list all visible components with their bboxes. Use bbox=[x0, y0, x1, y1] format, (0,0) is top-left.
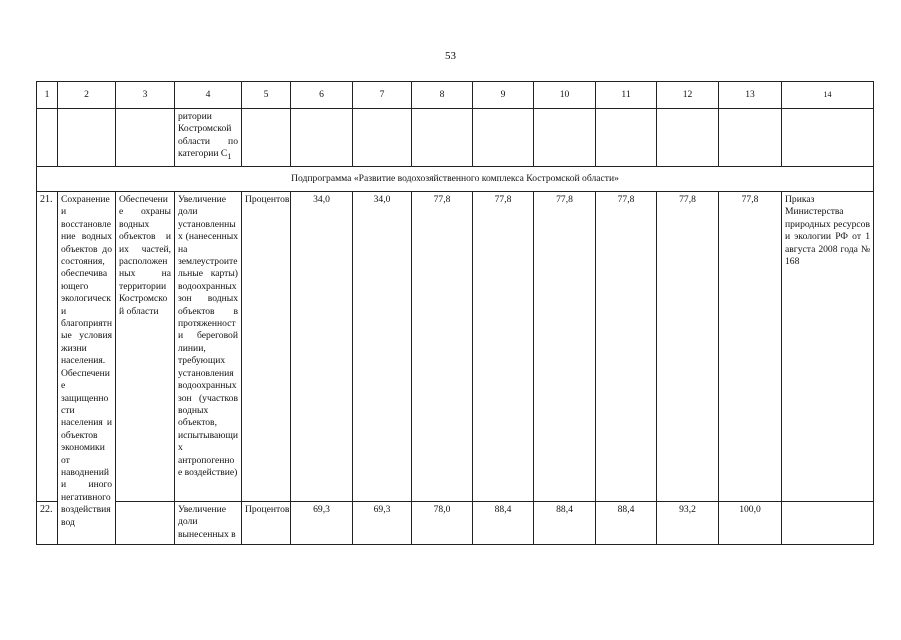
event-cell: Обеспечение охраны водных объектов и их частей, расположенных на территории Костромской области bbox=[116, 192, 175, 502]
category-subscript: 1 bbox=[227, 152, 232, 162]
cell-empty bbox=[719, 109, 782, 167]
table-row bbox=[37, 502, 874, 545]
value-cell: 88,4 bbox=[534, 502, 596, 545]
subprogram-title: Подпрограмма «Развитие водохозяйственного комплекса Костромской области» bbox=[37, 167, 874, 192]
value-cell: 77,8 bbox=[657, 192, 719, 502]
task-cell: Сохранение и восстановление водных объектов до состояния, обеспечивающего экологически благоприятные условия жизни населения. Обеспечение защищенности населения и объектов экономики от наводнений и иного негативного воздействия вод bbox=[58, 192, 116, 545]
value-cell: 69,3 bbox=[353, 502, 412, 545]
header-cell: 6 bbox=[291, 82, 353, 109]
value-cell: 34,0 bbox=[291, 192, 353, 502]
value-cell: 88,4 bbox=[473, 502, 534, 545]
row-number: 22. bbox=[37, 502, 58, 545]
basis-cell: Приказ Министерства природных ресурсов и экологии РФ от 1 августа 2008 года № 168 bbox=[782, 192, 874, 502]
value-cell: 77,8 bbox=[412, 192, 473, 502]
cell-empty bbox=[116, 109, 175, 167]
header-cell: 7 bbox=[353, 82, 412, 109]
header-cell: 5 bbox=[242, 82, 291, 109]
unit-cell: Процентов bbox=[242, 502, 291, 545]
header-cell: 8 bbox=[412, 82, 473, 109]
cell-empty bbox=[412, 109, 473, 167]
cell-empty bbox=[782, 109, 874, 167]
cell-empty bbox=[37, 109, 58, 167]
header-cell: 9 bbox=[473, 82, 534, 109]
indicator-cell: Увеличение доли установленных (нанесенных на землеустроительные карты) водоохранных зон водных объектов в протяженности береговой линии, требующих установления водоохранных зон (участков водных объектов, испытывающих антропогенное воздействие) bbox=[175, 192, 242, 502]
header-cell: 14 bbox=[782, 82, 874, 109]
value-cell: 77,8 bbox=[596, 192, 657, 502]
basis-cell bbox=[782, 502, 874, 545]
value-cell: 77,8 bbox=[719, 192, 782, 502]
page-number: 53 bbox=[445, 50, 456, 62]
value-cell: 77,8 bbox=[534, 192, 596, 502]
indicators-table bbox=[36, 81, 874, 545]
continued-indicator-cell bbox=[175, 109, 242, 167]
value-cell: 77,8 bbox=[473, 192, 534, 502]
cell-empty bbox=[596, 109, 657, 167]
continuation-row bbox=[37, 109, 874, 167]
event-cell bbox=[116, 502, 175, 545]
value-cell: 100,0 bbox=[719, 502, 782, 545]
value-cell: 88,4 bbox=[596, 502, 657, 545]
cell-empty bbox=[473, 109, 534, 167]
cell-empty bbox=[353, 109, 412, 167]
table-row bbox=[37, 192, 874, 502]
cell-empty bbox=[291, 109, 353, 167]
value-cell: 34,0 bbox=[353, 192, 412, 502]
header-cell: 10 bbox=[534, 82, 596, 109]
cell-empty bbox=[242, 109, 291, 167]
header-cell: 12 bbox=[657, 82, 719, 109]
value-cell: 69,3 bbox=[291, 502, 353, 545]
indicator-cell: Увеличение доли вынесенных в bbox=[175, 502, 242, 545]
cell-empty bbox=[657, 109, 719, 167]
header-cell: 1 bbox=[37, 82, 58, 109]
header-cell: 3 bbox=[116, 82, 175, 109]
header-cell: 4 bbox=[175, 82, 242, 109]
unit-cell: Процентов bbox=[242, 192, 291, 502]
continued-indicator-text: ритории Костромской области по категории С bbox=[178, 111, 238, 160]
header-cell: 13 bbox=[719, 82, 782, 109]
subprogram-row bbox=[37, 167, 874, 192]
value-cell: 78,0 bbox=[412, 502, 473, 545]
header-cell: 2 bbox=[58, 82, 116, 109]
header-row bbox=[37, 82, 874, 109]
value-cell: 93,2 bbox=[657, 502, 719, 545]
cell-empty bbox=[58, 109, 116, 167]
cell-empty bbox=[534, 109, 596, 167]
header-cell: 11 bbox=[596, 82, 657, 109]
row-number: 21. bbox=[37, 192, 58, 502]
